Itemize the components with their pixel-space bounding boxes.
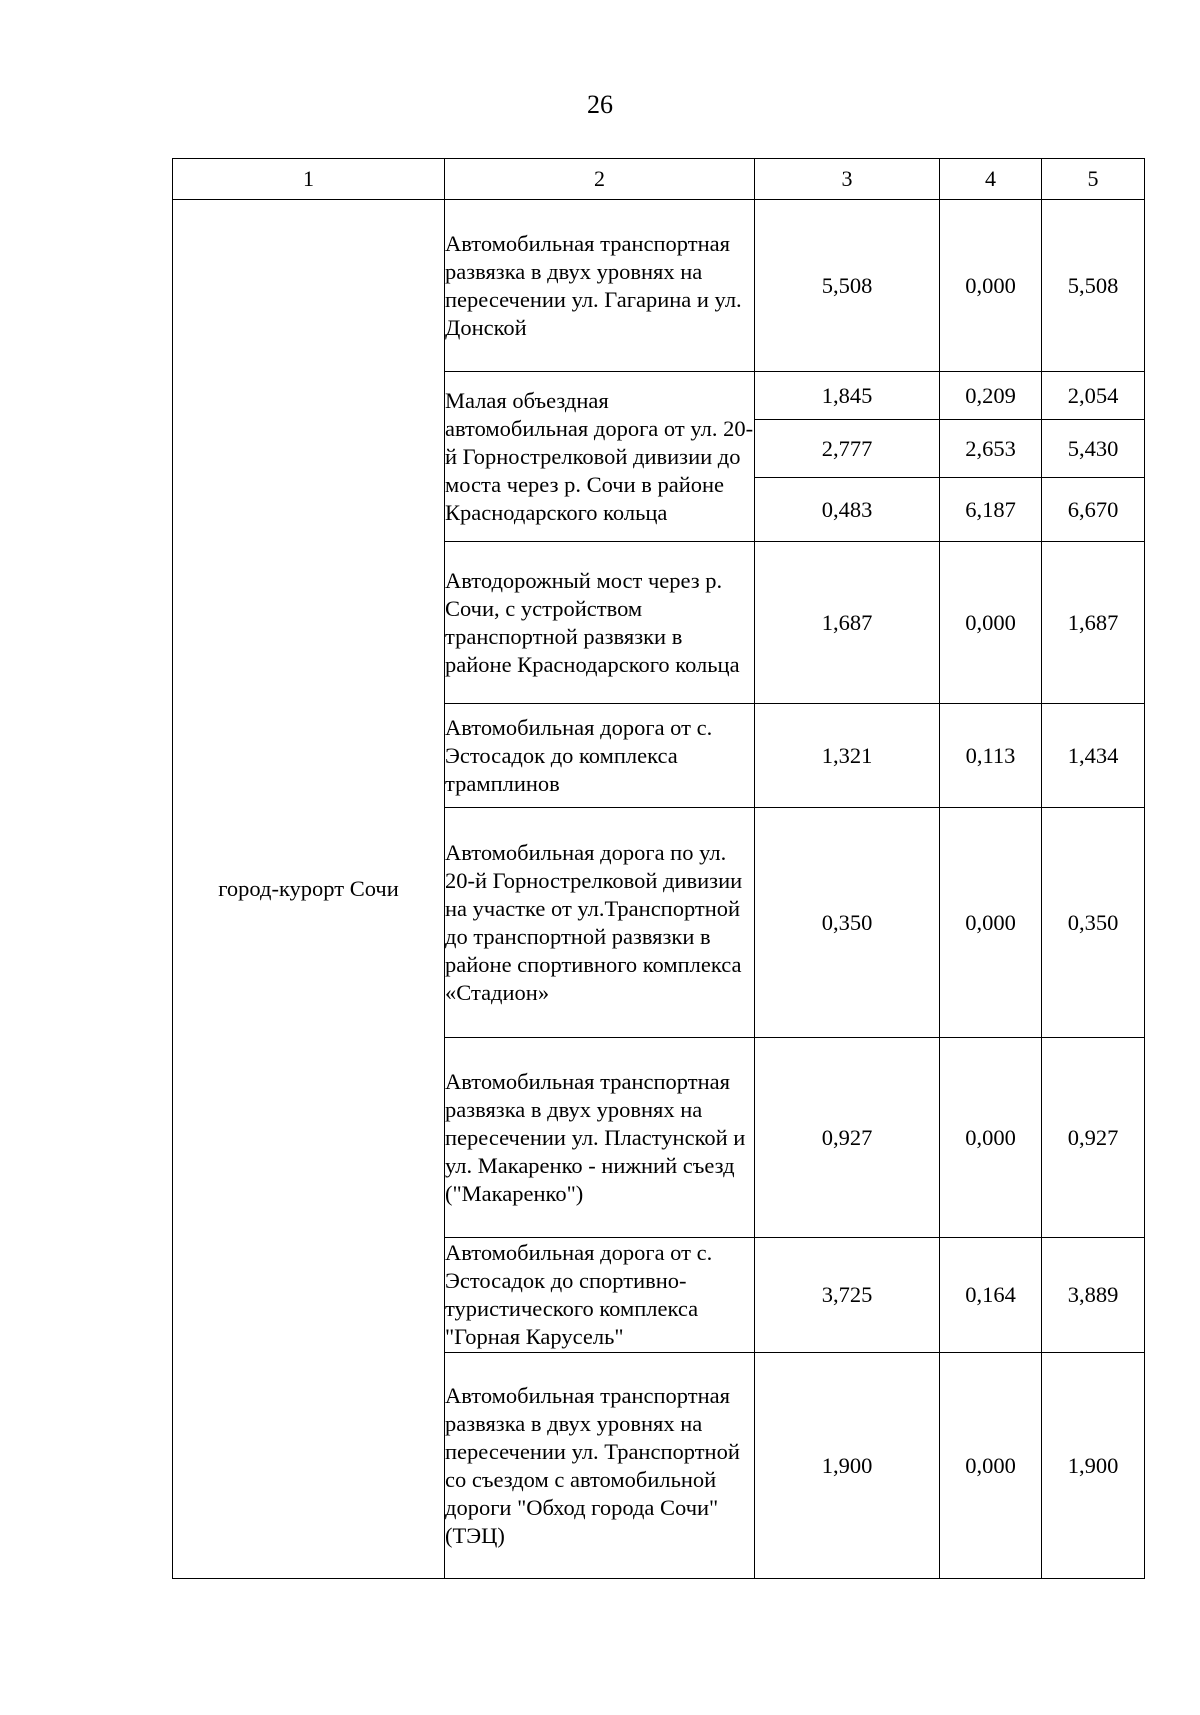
value-col4-cell: 0,000 [940,200,1042,372]
value-col4-cell: 0,113 [940,704,1042,808]
value-col3-cell: 1,687 [755,542,940,704]
value-col3-cell: 0,350 [755,808,940,1038]
value-col4-cell: 0,164 [940,1238,1042,1353]
value-col4-cell: 0,000 [940,1038,1042,1238]
object-name-cell: Автодорожный мост через р. Сочи, с устройством транспортной развязки в районе Краснодарского кольца [445,542,755,704]
value-col4-cell: 0,000 [940,542,1042,704]
header-cell-5: 5 [1042,159,1145,200]
object-name-cell: Автомобильная транспортная развязка в двух уровнях на пересечении ул. Транспортной со съездом с автомобильной дороги "Обход города Сочи" (ТЭЦ) [445,1353,755,1579]
object-name-cell: Автомобильная дорога от с. Эстосадок до спортивно-туристического комплекса "Горная Карусель" [445,1238,755,1353]
value-col4-cell: 0,000 [940,808,1042,1038]
value-col5-cell: 0,927 [1042,1038,1145,1238]
value-col3-cell: 1,321 [755,704,940,808]
value-col5-cell: 1,900 [1042,1353,1145,1579]
value-col5-cell: 5,508 [1042,200,1145,372]
value-col5-cell: 1,687 [1042,542,1145,704]
object-name-cell: Автомобильная транспортная развязка в двух уровнях на пересечении ул. Гагарина и ул. Донской [445,200,755,372]
object-name-cell: Малая объездная автомобильная дорога от ул. 20-й Горнострелковой дивизии до моста через р. Сочи в районе Краснодарского кольца [445,372,755,542]
value-col4-cell: 2,653 [940,420,1042,478]
header-row [173,159,1145,200]
data-table [172,158,1145,1579]
header-cell-1: 1 [173,159,445,200]
value-col3-cell: 0,483 [755,478,940,542]
page-number: 26 [587,90,613,119]
value-col5-cell: 2,054 [1042,372,1145,420]
value-col4-cell: 0,000 [940,1353,1042,1579]
object-name-cell: Автомобильная дорога по ул. 20-й Горнострелковой дивизии на участке от ул.Транспортной до транспортной развязки в районе спортивного комплекса «Стадион» [445,808,755,1038]
value-col3-cell: 1,845 [755,372,940,420]
value-col5-cell: 6,670 [1042,478,1145,542]
object-name-cell: Автомобильная транспортная развязка в двух уровнях на пересечении ул. Пластунской и ул. Макаренко - нижний съезд ("Макаренко") [445,1038,755,1238]
value-col5-cell: 0,350 [1042,808,1145,1038]
value-col3-cell: 5,508 [755,200,940,372]
value-col5-cell: 3,889 [1042,1238,1145,1353]
value-col5-cell: 1,434 [1042,704,1145,808]
header-cell-4: 4 [940,159,1042,200]
header-cell-3: 3 [755,159,940,200]
object-name-cell: Автомобильная дорога от с. Эстосадок до комплекса трамплинов [445,704,755,808]
header-cell-2: 2 [445,159,755,200]
value-col3-cell: 3,725 [755,1238,940,1353]
value-col5-cell: 5,430 [1042,420,1145,478]
table-row [173,200,1145,372]
value-col3-cell: 1,900 [755,1353,940,1579]
value-col4-cell: 6,187 [940,478,1042,542]
value-col3-cell: 0,927 [755,1038,940,1238]
value-col3-cell: 2,777 [755,420,940,478]
region-cell: город-курорт Сочи [173,200,445,1579]
value-col4-cell: 0,209 [940,372,1042,420]
